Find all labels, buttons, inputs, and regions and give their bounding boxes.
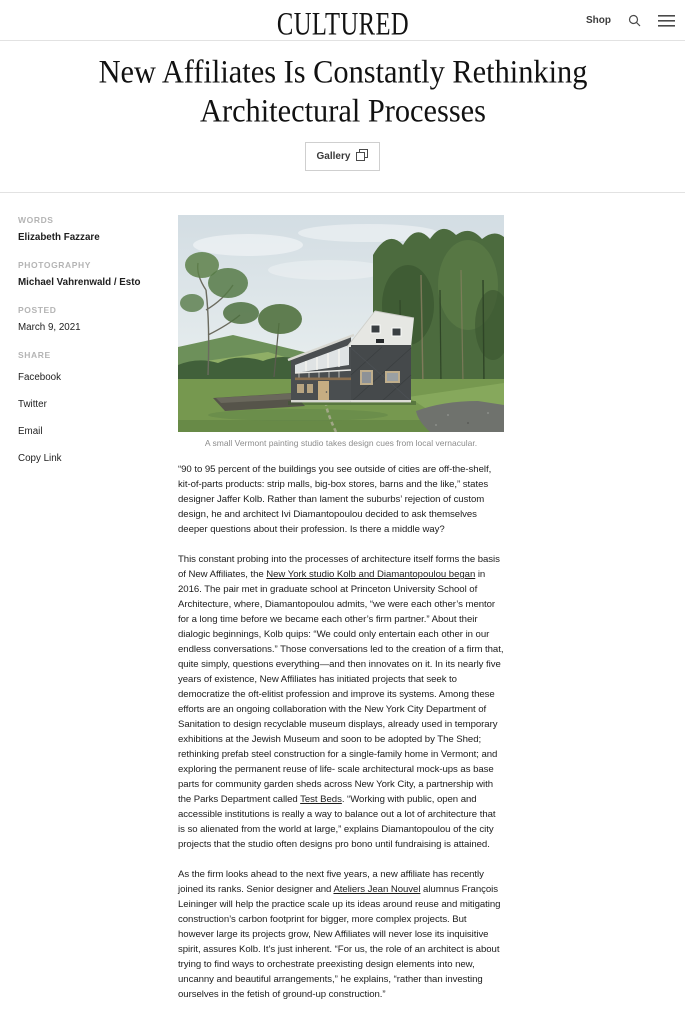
share-label: SHARE xyxy=(18,350,51,360)
words-label: WORDS xyxy=(18,215,54,225)
paragraph-text: As the firm looks ahead to the next five years, a new affiliate has recently joined its ranks. Senior designer and xyxy=(178,869,484,895)
header-actions xyxy=(586,0,675,41)
meta-posted xyxy=(18,305,178,333)
list-item xyxy=(18,421,178,439)
share-facebook-link[interactable]: Facebook xyxy=(18,372,62,383)
article-body xyxy=(178,462,504,1002)
list-item xyxy=(18,448,178,466)
photography-label: PHOTOGRAPHY xyxy=(18,260,92,270)
site-header xyxy=(0,0,685,41)
paragraph-text: alumnus François Leininger will help the practice scale up its ideas around reuse and mitigating construction’s carbon footprint for bigger, more complex projects. But however large its projects grow, New Affiliates will never lose its inquisitive spirit, assures Kolb. It’s just inherent. “For us, the role of an architect is about trying to find ways to orchestrate preexisting design elements into new, uncanny and beautiful arrangements,” he explains, “rather than investing ourselves in the fetish of ground-up construction.” xyxy=(178,884,501,1000)
paragraph-text: “90 to 95 percent of the buildings you see outside of cities are off-the-shelf, kit-of-parts products: strip malls, big-box stores, barns and the like,” states designer Jaffer Kolb. Rather than lament the suburbs’ rejection of custom design, he and architect Ivi Diamantopoulou decided to ask themselves deeper questions about their profession. Is there a middle way? xyxy=(178,464,492,535)
list-item xyxy=(18,367,178,385)
studio-link[interactable]: New York studio Kolb and Diamantopoulou began xyxy=(266,569,476,580)
hero-figure xyxy=(178,215,504,448)
posted-label: POSTED xyxy=(18,305,57,315)
author-name: Elizabeth Fazzare xyxy=(18,232,100,243)
paragraph xyxy=(178,462,504,537)
share-list xyxy=(18,367,178,466)
article-meta-sidebar xyxy=(18,215,178,1017)
paragraph-text: in 2016. The pair met in graduate school at Princeton University School of Architecture, where, Diamantopoulou admits, “we were each other’s mentor for a long time before we became each other’s firm partner.” About their dialogic beginnings, Kolb quips: “We could only entertain each other in our endless conversations.” Those conversations led to the creation of a firm that, quite simply, questions everything—and then innovates on it. In its nearly five years of existence, New Affiliates has initiated projects that seek to democratize the oft-elitist profession and improve its systems. Among these efforts are an ongoing collaboration with the New York City Department of Sanitation to design recyclable museum displays, already used in temporary exhibitions at the Jewish Museum and soon to be adopted by The Shed; rethinking prefab steel construction for a single-family home in Vermont; and exploring the permanent reuse of life- scale architectural mock-ups as base parts for community garden sheds across New York City, a partnership with the Parks Department called xyxy=(178,569,504,805)
gallery-button[interactable] xyxy=(305,142,381,171)
article-main xyxy=(178,215,504,1017)
paragraph xyxy=(178,552,504,852)
meta-words xyxy=(18,215,178,243)
hero-caption: A small Vermont painting studio takes design cues from local vernacular. xyxy=(204,438,478,448)
gallery-icon xyxy=(356,149,368,164)
meta-share xyxy=(18,350,178,466)
posted-date: March 9, 2021 xyxy=(18,322,81,333)
share-copy-link[interactable]: Copy Link xyxy=(18,453,62,464)
page-title: New Affiliates Is Constantly Rethinking Architectural Processes xyxy=(98,52,587,130)
share-email-link[interactable]: Email xyxy=(18,426,43,437)
meta-photography xyxy=(18,260,178,288)
hero-image xyxy=(178,215,504,432)
paragraph-text: . “Working with public, open and accessible institutions is really a way to balance out a lot of architecture that is so alienated from the world at large,” explains Diamantopoulou of the city projects that the studio often designs pro bono until fundraising is attained. xyxy=(178,794,496,850)
photographer-name: Michael Vahrenwald / Esto xyxy=(18,277,141,288)
menu-icon[interactable] xyxy=(658,15,675,27)
shop-link[interactable]: Shop xyxy=(586,15,611,26)
title-section xyxy=(0,41,685,193)
site-logo[interactable]: CULTURED xyxy=(276,6,409,43)
paragraph xyxy=(178,867,504,1002)
gallery-button-label: Gallery xyxy=(316,151,351,162)
test-beds-link[interactable]: Test Beds xyxy=(300,794,342,805)
share-twitter-link[interactable]: Twitter xyxy=(18,399,47,410)
paragraph-text: This constant probing into the processes of architecture itself forms the basis of New Affiliates, the xyxy=(178,554,500,580)
search-icon[interactable] xyxy=(628,14,641,27)
article-content xyxy=(0,193,685,1017)
ateliers-jean-nouvel-link[interactable]: Ateliers Jean Nouvel xyxy=(333,884,421,895)
list-item xyxy=(18,394,178,412)
